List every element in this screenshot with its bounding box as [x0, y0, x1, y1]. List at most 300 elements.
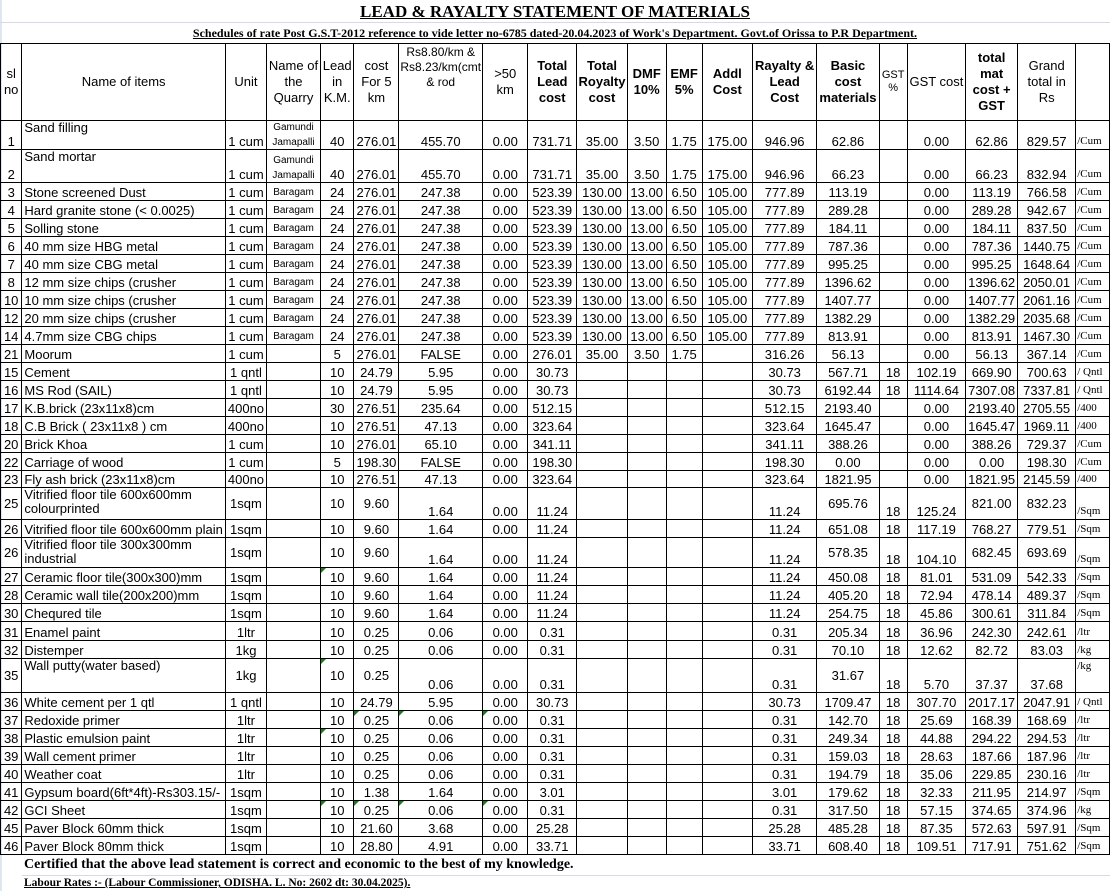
- addl-cost[interactable]: [702, 711, 752, 729]
- sl-cell[interactable]: 46: [1, 837, 22, 855]
- addl-cost[interactable]: [702, 520, 752, 538]
- rate-cell[interactable]: FALSE: [399, 453, 483, 471]
- emf-cell[interactable]: [666, 604, 702, 622]
- unit-cell[interactable]: 1 qntl: [225, 693, 266, 711]
- total-mat-cost[interactable]: 168.39: [966, 711, 1018, 729]
- unit-cell[interactable]: 1sqm: [225, 538, 266, 568]
- item-name[interactable]: Sand mortar: [22, 150, 225, 183]
- grand-total[interactable]: 187.96: [1018, 747, 1076, 765]
- total-mat-cost[interactable]: 717.91: [966, 837, 1018, 855]
- grand-total[interactable]: 214.97: [1018, 783, 1076, 801]
- sl-cell[interactable]: 17: [1, 399, 22, 417]
- per-unit[interactable]: /400: [1076, 471, 1110, 488]
- total-mat-cost[interactable]: 531.09: [966, 568, 1018, 586]
- item-name[interactable]: MS Rod (SAIL): [22, 381, 225, 399]
- basic-cost[interactable]: 31.67: [817, 659, 879, 693]
- quarry-cell[interactable]: [267, 604, 321, 622]
- unit-cell[interactable]: 1sqm: [225, 837, 266, 855]
- total-mat-cost[interactable]: 1382.29: [966, 309, 1018, 327]
- sl-cell[interactable]: 42: [1, 801, 22, 819]
- dmf-cell[interactable]: [627, 659, 666, 693]
- total-mat-cost[interactable]: 66.23: [966, 150, 1018, 183]
- basic-cost[interactable]: 317.50: [817, 801, 879, 819]
- rate-cell[interactable]: 247.38: [399, 201, 483, 219]
- total-lead-cost[interactable]: 0.31: [528, 765, 577, 783]
- rate-cell[interactable]: 0.06: [399, 711, 483, 729]
- cost-5km[interactable]: 276.01: [354, 121, 399, 150]
- unit-cell[interactable]: 1sqm: [225, 520, 266, 538]
- total-lead-cost[interactable]: 30.73: [528, 363, 577, 381]
- grand-total[interactable]: 597.91: [1018, 819, 1076, 837]
- sl-cell[interactable]: 15: [1, 363, 22, 381]
- sl-cell[interactable]: 26: [1, 538, 22, 568]
- total-lead-cost[interactable]: 341.11: [528, 435, 577, 453]
- total-royalty[interactable]: [577, 453, 628, 471]
- gst-pct[interactable]: [879, 417, 907, 435]
- royalty-lead-cost[interactable]: 341.11: [753, 435, 817, 453]
- grand-total[interactable]: 2050.01: [1018, 273, 1076, 291]
- rate-cell[interactable]: 0.06: [399, 747, 483, 765]
- gst-pct[interactable]: [879, 435, 907, 453]
- per-unit[interactable]: /Cum: [1076, 219, 1110, 237]
- quarry-cell[interactable]: Baragam: [267, 237, 321, 255]
- gst-pct[interactable]: [879, 255, 907, 273]
- cost-5km[interactable]: 276.01: [354, 309, 399, 327]
- addl-cost[interactable]: 105.00: [702, 237, 752, 255]
- lead-km[interactable]: 10: [320, 381, 354, 399]
- dmf-cell[interactable]: [627, 568, 666, 586]
- lead-km[interactable]: 10: [320, 659, 354, 693]
- dmf-cell[interactable]: [627, 622, 666, 641]
- gst-cost[interactable]: 0.00: [907, 399, 965, 417]
- sl-cell[interactable]: 4: [1, 201, 22, 219]
- cost-5km[interactable]: 276.01: [354, 435, 399, 453]
- item-name[interactable]: 12 mm size chips (crusher: [22, 273, 225, 291]
- unit-cell[interactable]: 1 cum: [225, 183, 266, 201]
- rate-cell[interactable]: 247.38: [399, 237, 483, 255]
- royalty-lead-cost[interactable]: 777.89: [753, 291, 817, 309]
- gst-cost[interactable]: 0.00: [907, 345, 965, 363]
- total-royalty[interactable]: [577, 622, 628, 641]
- total-mat-cost[interactable]: 682.45: [966, 538, 1018, 568]
- addl-cost[interactable]: 105.00: [702, 291, 752, 309]
- gst-cost[interactable]: 57.15: [907, 801, 965, 819]
- emf-cell[interactable]: 6.50: [666, 219, 702, 237]
- emf-cell[interactable]: 6.50: [666, 327, 702, 345]
- per-unit[interactable]: /Sqm: [1076, 520, 1110, 538]
- total-mat-cost[interactable]: 300.61: [966, 604, 1018, 622]
- royalty-lead-cost[interactable]: 25.28: [753, 819, 817, 837]
- royalty-lead-cost[interactable]: 30.73: [753, 381, 817, 399]
- dmf-cell[interactable]: [627, 801, 666, 819]
- basic-cost[interactable]: 179.62: [817, 783, 879, 801]
- grand-total[interactable]: 837.50: [1018, 219, 1076, 237]
- dmf-cell[interactable]: [627, 586, 666, 604]
- basic-cost[interactable]: 289.28: [817, 201, 879, 219]
- over-50km[interactable]: 0.00: [483, 381, 528, 399]
- header-quarry[interactable]: Name of the Quarry: [267, 44, 321, 121]
- basic-cost[interactable]: 249.34: [817, 729, 879, 747]
- per-unit[interactable]: /Sqm: [1076, 819, 1110, 837]
- basic-cost[interactable]: 485.28: [817, 819, 879, 837]
- quarry-cell[interactable]: [267, 693, 321, 711]
- rate-cell[interactable]: 4.91: [399, 837, 483, 855]
- gst-pct[interactable]: 18: [879, 520, 907, 538]
- item-name[interactable]: Gypsum board(6ft*4ft)-Rs303.15/-: [22, 783, 225, 801]
- royalty-lead-cost[interactable]: 946.96: [753, 150, 817, 183]
- per-unit[interactable]: /Cum: [1076, 453, 1110, 471]
- gst-cost[interactable]: 0.00: [907, 183, 965, 201]
- emf-cell[interactable]: [666, 622, 702, 641]
- total-royalty[interactable]: [577, 659, 628, 693]
- total-mat-cost[interactable]: 56.13: [966, 345, 1018, 363]
- basic-cost[interactable]: 159.03: [817, 747, 879, 765]
- dmf-cell[interactable]: 13.00: [627, 291, 666, 309]
- header-gst-cost[interactable]: GST cost: [907, 44, 965, 121]
- rate-cell[interactable]: 1.64: [399, 604, 483, 622]
- over-50km[interactable]: 0.00: [483, 399, 528, 417]
- item-name[interactable]: 40 mm size HBG metal: [22, 237, 225, 255]
- total-royalty[interactable]: [577, 399, 628, 417]
- lead-km[interactable]: 10: [320, 711, 354, 729]
- total-royalty[interactable]: [577, 711, 628, 729]
- unit-cell[interactable]: 1 cum: [225, 121, 266, 150]
- unit-cell[interactable]: 1 cum: [225, 150, 266, 183]
- sl-cell[interactable]: 22: [1, 453, 22, 471]
- item-name[interactable]: Wall putty(water based): [22, 659, 225, 693]
- rate-cell[interactable]: 0.06: [399, 801, 483, 819]
- header-gt50[interactable]: >50 km: [483, 44, 528, 121]
- gst-pct[interactable]: [879, 471, 907, 488]
- total-mat-cost[interactable]: 2193.40: [966, 399, 1018, 417]
- total-royalty[interactable]: [577, 747, 628, 765]
- lead-km[interactable]: 30: [320, 399, 354, 417]
- emf-cell[interactable]: 6.50: [666, 309, 702, 327]
- rate-cell[interactable]: 5.95: [399, 381, 483, 399]
- rate-cell[interactable]: 247.38: [399, 327, 483, 345]
- cost-5km[interactable]: 276.01: [354, 219, 399, 237]
- total-lead-cost[interactable]: 523.39: [528, 273, 577, 291]
- item-name[interactable]: GCI Sheet: [22, 801, 225, 819]
- grand-total[interactable]: 294.53: [1018, 729, 1076, 747]
- gst-pct[interactable]: 18: [879, 538, 907, 568]
- emf-cell[interactable]: [666, 586, 702, 604]
- quarry-cell[interactable]: [267, 641, 321, 659]
- total-mat-cost[interactable]: 82.72: [966, 641, 1018, 659]
- dmf-cell[interactable]: [627, 747, 666, 765]
- unit-cell[interactable]: 1sqm: [225, 783, 266, 801]
- cost-5km[interactable]: 9.60: [354, 568, 399, 586]
- cost-5km[interactable]: 0.25: [354, 747, 399, 765]
- total-mat-cost[interactable]: 572.63: [966, 819, 1018, 837]
- sl-cell[interactable]: 41: [1, 783, 22, 801]
- rate-cell[interactable]: 1.64: [399, 488, 483, 520]
- emf-cell[interactable]: [666, 801, 702, 819]
- unit-cell[interactable]: 1 cum: [225, 309, 266, 327]
- total-mat-cost[interactable]: 478.14: [966, 586, 1018, 604]
- over-50km[interactable]: 0.00: [483, 345, 528, 363]
- total-mat-cost[interactable]: 995.25: [966, 255, 1018, 273]
- lead-km[interactable]: 10: [320, 819, 354, 837]
- total-royalty[interactable]: 35.00: [577, 150, 628, 183]
- grand-total[interactable]: 242.61: [1018, 622, 1076, 641]
- total-lead-cost[interactable]: 0.31: [528, 711, 577, 729]
- sl-cell[interactable]: 28: [1, 586, 22, 604]
- basic-cost[interactable]: 1407.77: [817, 291, 879, 309]
- total-mat-cost[interactable]: 7307.08: [966, 381, 1018, 399]
- royalty-lead-cost[interactable]: 11.24: [753, 604, 817, 622]
- basic-cost[interactable]: 2193.40: [817, 399, 879, 417]
- quarry-cell[interactable]: [267, 801, 321, 819]
- lead-km[interactable]: 10: [320, 568, 354, 586]
- dmf-cell[interactable]: [627, 837, 666, 855]
- dmf-cell[interactable]: [627, 819, 666, 837]
- item-name[interactable]: Carriage of wood: [22, 453, 225, 471]
- header-sl[interactable]: sl no: [1, 44, 22, 121]
- per-unit[interactable]: /Cum: [1076, 237, 1110, 255]
- gst-cost[interactable]: 12.62: [907, 641, 965, 659]
- per-unit[interactable]: /ltr: [1076, 747, 1110, 765]
- labour-rates-note[interactable]: Labour Rates :- (Labour Commissioner, ODISHA. L. No: 2602 dt: 30.04.2025).: [24, 877, 411, 889]
- gst-pct[interactable]: 18: [879, 819, 907, 837]
- rate-cell[interactable]: 5.95: [399, 363, 483, 381]
- quarry-cell[interactable]: [267, 711, 321, 729]
- unit-cell[interactable]: 1 cum: [225, 273, 266, 291]
- dmf-cell[interactable]: [627, 729, 666, 747]
- header-total-mat[interactable]: total mat cost + GST: [966, 44, 1018, 121]
- royalty-lead-cost[interactable]: 0.31: [753, 641, 817, 659]
- addl-cost[interactable]: [702, 345, 752, 363]
- total-royalty[interactable]: [577, 381, 628, 399]
- total-royalty[interactable]: [577, 568, 628, 586]
- gst-pct[interactable]: [879, 345, 907, 363]
- total-mat-cost[interactable]: 1821.95: [966, 471, 1018, 488]
- per-unit[interactable]: /Sqm: [1076, 488, 1110, 520]
- addl-cost[interactable]: [702, 538, 752, 568]
- basic-cost[interactable]: 62.86: [817, 121, 879, 150]
- over-50km[interactable]: 0.00: [483, 622, 528, 641]
- total-lead-cost[interactable]: 731.71: [528, 121, 577, 150]
- header-gst-pct[interactable]: GST %: [879, 44, 907, 121]
- over-50km[interactable]: 0.00: [483, 309, 528, 327]
- gst-pct[interactable]: 18: [879, 363, 907, 381]
- emf-cell[interactable]: 6.50: [666, 201, 702, 219]
- quarry-cell[interactable]: [267, 729, 321, 747]
- total-royalty[interactable]: 130.00: [577, 255, 628, 273]
- gst-pct[interactable]: 18: [879, 765, 907, 783]
- item-name[interactable]: Solling stone: [22, 219, 225, 237]
- basic-cost[interactable]: 6192.44: [817, 381, 879, 399]
- quarry-cell[interactable]: [267, 417, 321, 435]
- total-lead-cost[interactable]: 523.39: [528, 237, 577, 255]
- header-rate[interactable]: Rs8.80/km & Rs8.23/km(cmt & rod: [399, 44, 483, 121]
- total-mat-cost[interactable]: 374.65: [966, 801, 1018, 819]
- header-lead[interactable]: Lead in K.M.: [320, 44, 354, 121]
- unit-cell[interactable]: 1ltr: [225, 729, 266, 747]
- grand-total[interactable]: 2047.91: [1018, 693, 1076, 711]
- basic-cost[interactable]: 405.20: [817, 586, 879, 604]
- total-mat-cost[interactable]: 62.86: [966, 121, 1018, 150]
- over-50km[interactable]: 0.00: [483, 327, 528, 345]
- quarry-cell[interactable]: [267, 837, 321, 855]
- over-50km[interactable]: 0.00: [483, 201, 528, 219]
- over-50km[interactable]: 0.00: [483, 435, 528, 453]
- addl-cost[interactable]: [702, 453, 752, 471]
- gst-pct[interactable]: 18: [879, 381, 907, 399]
- emf-cell[interactable]: [666, 641, 702, 659]
- per-unit[interactable]: /Cum: [1076, 255, 1110, 273]
- grand-total[interactable]: 37.68: [1018, 659, 1076, 693]
- unit-cell[interactable]: 1ltr: [225, 622, 266, 641]
- header-dmf[interactable]: DMF 10%: [627, 44, 666, 121]
- royalty-lead-cost[interactable]: 777.89: [753, 219, 817, 237]
- dmf-cell[interactable]: 13.00: [627, 237, 666, 255]
- gst-cost[interactable]: 0.00: [907, 150, 965, 183]
- per-unit[interactable]: /kg: [1076, 641, 1110, 659]
- total-royalty[interactable]: [577, 783, 628, 801]
- total-lead-cost[interactable]: 523.39: [528, 291, 577, 309]
- basic-cost[interactable]: 1396.62: [817, 273, 879, 291]
- over-50km[interactable]: 0.00: [483, 747, 528, 765]
- total-mat-cost[interactable]: 187.66: [966, 747, 1018, 765]
- rate-cell[interactable]: 0.06: [399, 622, 483, 641]
- quarry-cell[interactable]: [267, 381, 321, 399]
- quarry-cell[interactable]: [267, 453, 321, 471]
- total-lead-cost[interactable]: 523.39: [528, 309, 577, 327]
- over-50km[interactable]: 0.00: [483, 219, 528, 237]
- over-50km[interactable]: 0.00: [483, 471, 528, 488]
- total-lead-cost[interactable]: 731.71: [528, 150, 577, 183]
- total-mat-cost[interactable]: 768.27: [966, 520, 1018, 538]
- item-name[interactable]: Weather coat: [22, 765, 225, 783]
- per-unit[interactable]: /Sqm: [1076, 568, 1110, 586]
- lead-km[interactable]: 10: [320, 471, 354, 488]
- header-grand[interactable]: Grand total in Rs: [1018, 44, 1076, 121]
- cost-5km[interactable]: 24.79: [354, 381, 399, 399]
- gst-cost[interactable]: 87.35: [907, 819, 965, 837]
- royalty-lead-cost[interactable]: 946.96: [753, 121, 817, 150]
- header-emf[interactable]: EMF 5%: [666, 44, 702, 121]
- total-lead-cost[interactable]: 0.31: [528, 729, 577, 747]
- cost-5km[interactable]: 276.01: [354, 291, 399, 309]
- cost-5km[interactable]: 276.01: [354, 327, 399, 345]
- rate-cell[interactable]: 1.64: [399, 520, 483, 538]
- basic-cost[interactable]: 578.35: [817, 538, 879, 568]
- gst-cost[interactable]: 1114.64: [907, 381, 965, 399]
- over-50km[interactable]: 0.00: [483, 255, 528, 273]
- lead-km[interactable]: 40: [320, 150, 354, 183]
- royalty-lead-cost[interactable]: 11.24: [753, 568, 817, 586]
- emf-cell[interactable]: [666, 417, 702, 435]
- lead-km[interactable]: 10: [320, 538, 354, 568]
- emf-cell[interactable]: [666, 381, 702, 399]
- emf-cell[interactable]: [666, 538, 702, 568]
- cost-5km[interactable]: 0.25: [354, 765, 399, 783]
- gst-pct[interactable]: [879, 309, 907, 327]
- basic-cost[interactable]: 1821.95: [817, 471, 879, 488]
- basic-cost[interactable]: 70.10: [817, 641, 879, 659]
- unit-cell[interactable]: 1ltr: [225, 765, 266, 783]
- sl-cell[interactable]: 12: [1, 309, 22, 327]
- item-name[interactable]: Vitrified floor tile 600x600mm plain: [22, 520, 225, 538]
- basic-cost[interactable]: 1645.47: [817, 417, 879, 435]
- over-50km[interactable]: 0.00: [483, 641, 528, 659]
- per-unit[interactable]: /Sqm: [1076, 837, 1110, 855]
- unit-cell[interactable]: 1sqm: [225, 604, 266, 622]
- header-total-lead[interactable]: Total Lead cost: [528, 44, 577, 121]
- emf-cell[interactable]: 6.50: [666, 273, 702, 291]
- item-name[interactable]: Brick Khoa: [22, 435, 225, 453]
- royalty-lead-cost[interactable]: 198.30: [753, 453, 817, 471]
- total-royalty[interactable]: 130.00: [577, 309, 628, 327]
- per-unit[interactable]: /Cum: [1076, 291, 1110, 309]
- cost-5km[interactable]: 198.30: [354, 453, 399, 471]
- grand-total[interactable]: 942.67: [1018, 201, 1076, 219]
- lead-km[interactable]: 10: [320, 837, 354, 855]
- total-royalty[interactable]: [577, 538, 628, 568]
- sl-cell[interactable]: 40: [1, 765, 22, 783]
- total-royalty[interactable]: [577, 520, 628, 538]
- total-lead-cost[interactable]: 512.15: [528, 399, 577, 417]
- over-50km[interactable]: 0.00: [483, 801, 528, 819]
- royalty-lead-cost[interactable]: 33.71: [753, 837, 817, 855]
- emf-cell[interactable]: [666, 488, 702, 520]
- rate-cell[interactable]: 247.38: [399, 273, 483, 291]
- dmf-cell[interactable]: [627, 471, 666, 488]
- dmf-cell[interactable]: 13.00: [627, 219, 666, 237]
- emf-cell[interactable]: [666, 783, 702, 801]
- addl-cost[interactable]: [702, 568, 752, 586]
- grand-total[interactable]: 168.69: [1018, 711, 1076, 729]
- gst-cost[interactable]: 0.00: [907, 255, 965, 273]
- addl-cost[interactable]: [702, 783, 752, 801]
- total-royalty[interactable]: 130.00: [577, 201, 628, 219]
- rate-cell[interactable]: 235.64: [399, 399, 483, 417]
- sl-cell[interactable]: 3: [1, 183, 22, 201]
- gst-pct[interactable]: 18: [879, 747, 907, 765]
- addl-cost[interactable]: [702, 399, 752, 417]
- emf-cell[interactable]: [666, 435, 702, 453]
- grand-total[interactable]: 693.69: [1018, 538, 1076, 568]
- over-50km[interactable]: 0.00: [483, 273, 528, 291]
- royalty-lead-cost[interactable]: 323.64: [753, 417, 817, 435]
- addl-cost[interactable]: [702, 837, 752, 855]
- emf-cell[interactable]: 1.75: [666, 150, 702, 183]
- total-mat-cost[interactable]: 821.00: [966, 488, 1018, 520]
- cost-5km[interactable]: 0.25: [354, 622, 399, 641]
- total-royalty[interactable]: 35.00: [577, 121, 628, 150]
- sheet-subtitle[interactable]: Schedules of rate Post G.S.T-2012 reference to vide letter no-6785 dated-20.04.2023 of Work's Department. Govt.of Orissa to P.R Department.: [192, 26, 918, 40]
- basic-cost[interactable]: 1382.29: [817, 309, 879, 327]
- emf-cell[interactable]: [666, 520, 702, 538]
- over-50km[interactable]: 0.00: [483, 363, 528, 381]
- header-total-royalty[interactable]: Total Royalty cost: [577, 44, 628, 121]
- royalty-lead-cost[interactable]: 777.89: [753, 237, 817, 255]
- over-50km[interactable]: 0.00: [483, 121, 528, 150]
- certification-note[interactable]: Certified that the above lead statement is correct and economic to the best of my knowledge.: [22, 854, 1110, 876]
- royalty-lead-cost[interactable]: 0.31: [753, 659, 817, 693]
- gst-cost[interactable]: 0.00: [907, 471, 965, 488]
- dmf-cell[interactable]: [627, 381, 666, 399]
- sl-cell[interactable]: 8: [1, 273, 22, 291]
- total-royalty[interactable]: 130.00: [577, 237, 628, 255]
- lead-km[interactable]: 10: [320, 363, 354, 381]
- unit-cell[interactable]: 1sqm: [225, 586, 266, 604]
- emf-cell[interactable]: [666, 471, 702, 488]
- cost-5km[interactable]: 276.51: [354, 417, 399, 435]
- addl-cost[interactable]: 105.00: [702, 273, 752, 291]
- grand-total[interactable]: 2035.68: [1018, 309, 1076, 327]
